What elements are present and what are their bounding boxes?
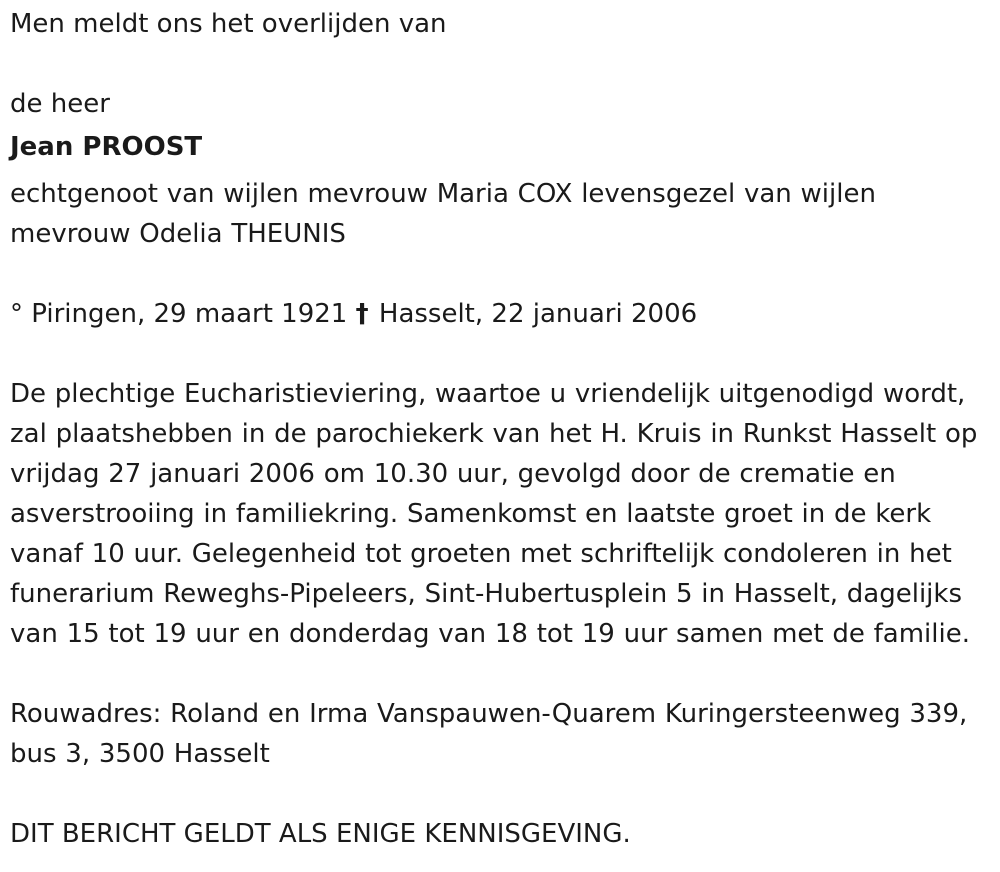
- ceremony-text: [10, 374, 995, 654]
- spacer: [10, 774, 995, 814]
- address-line: bus 3, 3500 Hasselt: [10, 739, 270, 769]
- address-line: Rouwadres: Roland en Irma Vanspauwen-Quarem Kuringersteenweg 339,: [10, 699, 968, 729]
- deceased-name: Jean PROOST: [10, 132, 203, 162]
- relation-line: echtgenoot van wijlen mevrouw Maria COX levensgezel van wijlen: [10, 179, 876, 209]
- spacer: [10, 654, 995, 694]
- spacer: [10, 254, 995, 294]
- ceremony-line: vrijdag 27 januari 2006 om 10.30 uur, gevolgd door de crematie en: [10, 459, 896, 489]
- ceremony-line: zal plaatshebben in de parochiekerk van het H. Kruis in Runkst Hasselt op: [10, 419, 978, 449]
- salutation: de heer: [10, 89, 110, 119]
- relation-text: [10, 174, 995, 254]
- life-dates: [10, 294, 995, 334]
- death-date: Hasselt, 22 januari 2006: [378, 299, 698, 329]
- closing-statement: DIT BERICHT GELDT ALS ENIGE KENNISGEVING.: [10, 819, 631, 849]
- relation-line: mevrouw Odelia THEUNIS: [10, 219, 346, 249]
- spacer: [10, 44, 995, 84]
- cross-icon: †: [355, 299, 369, 329]
- birth-date: ° Piringen, 29 maart 1921: [10, 299, 348, 329]
- spacer: [10, 334, 995, 374]
- ceremony-line: asverstrooiing in familiekring. Samenkomst en laatste groet in de kerk: [10, 499, 932, 529]
- ceremony-line: vanaf 10 uur. Gelegenheid tot groeten met schriftelijk condoleren in het: [10, 539, 952, 569]
- ceremony-line: funerarium Reweghs-Pipeleers, Sint-Hubertusplein 5 in Hasselt, dagelijks: [10, 579, 962, 609]
- ceremony-line: van 15 tot 19 uur en donderdag van 18 tot 19 uur samen met de familie.: [10, 619, 970, 649]
- address-text: [10, 694, 995, 774]
- ceremony-line: De plechtige Eucharistieviering, waartoe u vriendelijk uitgenodigd wordt,: [10, 379, 966, 409]
- intro-text: Men meldt ons het overlijden van: [10, 9, 447, 39]
- death-notice: [10, 0, 995, 854]
